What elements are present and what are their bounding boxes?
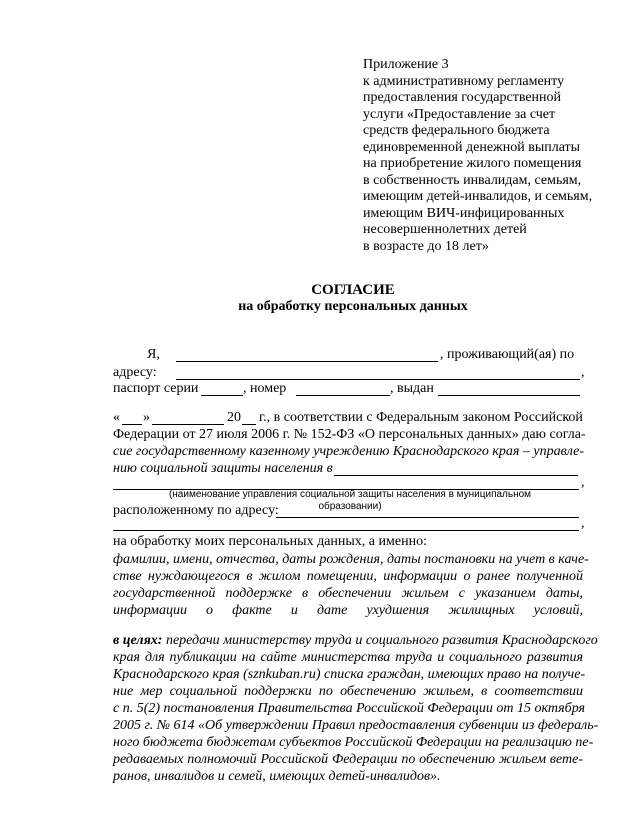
agency-address-field[interactable] bbox=[276, 517, 579, 518]
purpose-line: передачи министерству труда и социального развития Краснодарского bbox=[162, 633, 598, 648]
data-list-line: стве нуждающегося в жилом помещении, информации о ранее полученной bbox=[113, 569, 583, 584]
appendix-line: в возрасте до 18 лет» bbox=[363, 238, 489, 254]
purpose-line: края для публикации на сайте министерства труда и социального развития bbox=[113, 650, 583, 665]
appendix-line: предоставления государственной bbox=[363, 90, 562, 105]
day-field[interactable] bbox=[122, 424, 142, 425]
address-label: адресу: bbox=[113, 365, 157, 380]
appendix-line: имеющим детей-инвалидов, и семьям, bbox=[363, 189, 593, 204]
issued-label: , выдан bbox=[390, 381, 434, 396]
purpose-line: ние мер социальной поддержки по обеспечению жильем, в соответствии bbox=[113, 684, 583, 699]
processing-statement: на обработку моих персональных данных, а именно: bbox=[113, 534, 427, 549]
data-list-line: фамилии, имени, отчества, даты рождения, даты постановки на учет в каче- bbox=[113, 552, 589, 567]
purpose-line: Краснодарского края (sznkuban.ru) списка граждан, имеющих право на получе- bbox=[113, 667, 586, 682]
passport-number-field[interactable] bbox=[296, 395, 390, 396]
data-list-line: информации о факте и дате ухудшения жилищных условий, bbox=[113, 603, 583, 618]
ya-label: Я, bbox=[147, 347, 160, 362]
agency-name-field[interactable] bbox=[334, 475, 578, 476]
appendix-header bbox=[363, 57, 603, 255]
purpose-line: ного бюджета бюджетам субъектов Российской Федерации на реализацию пе- bbox=[113, 735, 594, 750]
issued-by-field[interactable] bbox=[438, 395, 580, 396]
passport-number-label: , номер bbox=[243, 381, 287, 396]
appendix-line: на приобретение жилого помещения bbox=[363, 156, 582, 171]
year-prefix: 20 bbox=[227, 410, 241, 425]
law-reference-tail: г., в соответствии с Федеральным законом Российской bbox=[259, 410, 583, 425]
appendix-line: услуги «Предоставление за счет bbox=[363, 106, 556, 122]
personal-data-list bbox=[113, 551, 589, 619]
appendix-line: средств федерального бюджета bbox=[363, 123, 550, 138]
purposes-block bbox=[113, 632, 599, 785]
full-name-field[interactable] bbox=[176, 361, 438, 362]
document-subtitle: на обработку персональных данных bbox=[238, 299, 468, 314]
appendix-line: имеющим ВИЧ-инфицированных bbox=[363, 205, 565, 221]
quote-open: « bbox=[113, 410, 120, 425]
passport-series-label: паспорт серии bbox=[113, 381, 199, 396]
data-list-line: государственной поддержке в обеспечении жильем с указанием даты, bbox=[113, 586, 583, 601]
quote-close: » bbox=[143, 410, 150, 425]
agency-caption: (наименование управления социальной защиты населения в муниципальном образовании) bbox=[168, 489, 532, 512]
purpose-line: 2005 г. № 614 «Об утверждении Правил предоставления субвенции из федераль- bbox=[113, 718, 599, 733]
appendix-line: единовременной денежной выплаты bbox=[363, 139, 581, 155]
located-label: расположенному по адресу: bbox=[113, 503, 279, 518]
appendix-line: Приложение 3 bbox=[363, 57, 449, 72]
residing-label: , проживающий(ая) по bbox=[440, 347, 575, 362]
comma: , bbox=[581, 475, 585, 490]
month-field[interactable] bbox=[152, 424, 224, 425]
comma: , bbox=[581, 365, 585, 380]
appendix-line: к административному регламенту bbox=[363, 73, 565, 89]
passport-series-field[interactable] bbox=[201, 395, 243, 396]
purposes-label: в целях: bbox=[113, 633, 163, 648]
law-line: Федерации от 27 июля 2006 г. № 152-ФЗ «О персональных данных» даю согла- bbox=[113, 427, 586, 442]
year-field[interactable] bbox=[242, 424, 256, 425]
agency-line: сие государственному казенному учреждению Краснодарского края – управле- bbox=[113, 444, 585, 459]
appendix-line: в собственность инвалидам, семьям, bbox=[363, 172, 582, 188]
agency-line: нию социальной защиты населения в bbox=[113, 461, 333, 476]
purpose-line: редаваемых полномочий Российской Федерации по обеспечению жильем вете- bbox=[113, 752, 583, 767]
appendix-line: несовершеннолетних детей bbox=[363, 222, 527, 237]
purpose-line: с п. 5(2) постановления Правительства Российской Федерации от 15 октября bbox=[113, 701, 586, 716]
agency-address-field-continued[interactable] bbox=[113, 530, 579, 531]
address-field[interactable] bbox=[176, 379, 580, 380]
comma: , bbox=[581, 516, 585, 531]
document-title: СОГЛАСИЕ bbox=[311, 282, 395, 298]
purpose-line: ранов, инвалидов и семей, имеющих детей-инвалидов». bbox=[113, 769, 441, 784]
